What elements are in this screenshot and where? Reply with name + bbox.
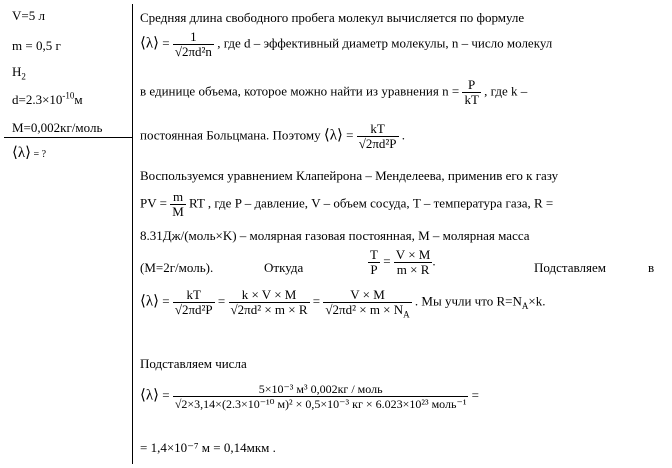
- vertical-divider: [132, 4, 133, 464]
- given-gas: $H_2$: [12, 64, 26, 82]
- result: = 1,4×10⁻⁷ м = 0,14мкм .: [140, 440, 276, 455]
- given-diameter: $d=2.3\times 10^{-10}м$: [12, 90, 83, 107]
- formula-substituted: ⟨λ⟩ = $\frac{kT}{\text{√2πd²P}}$ = $\frac{k \times V \times M}{\text{√2πd² × m × R}}$ = $\frac{V \times M}{√2\pi d^2 \times m \times N_A}$ . Мы учли что $R=N_A\times k$.: [140, 287, 546, 320]
- text-line-10: Подставляем числа: [140, 356, 247, 371]
- text-line-4: постоянная Больцмана. Поэтому ⟨λ⟩ = $\frac{kT}{\text{√2πd²P}}$ .: [140, 121, 406, 151]
- formula-numeric: ⟨λ⟩ = $\frac{\text{5×10⁻³ м³ 0,002кг / моль}}{\text{√2×3,14×(2.3×10⁻¹⁰ м)² × 0,5×10⁻³ кг × 6.023×10²³ моль⁻¹}}$ =: [140, 382, 480, 411]
- text-line-1: Средняя длина свободного пробега молекул вычисляется по формуле: [140, 10, 525, 25]
- given-volume: V=5 л: [12, 8, 45, 23]
- given-molar-mass: M=0,002кг/моль: [12, 120, 103, 135]
- text-line-2: , где d – эффективный диаметр молекулы, n – число молекул: [217, 35, 553, 51]
- given-find: ⟨λ⟩ = ?: [12, 145, 47, 161]
- given-mass: m = 0,5 г: [12, 38, 61, 53]
- given-divider: [4, 137, 133, 138]
- text-line-3: в единице объема, которое можно найти из уравнения n = $\frac{P}{kT}$ , где k –: [140, 77, 528, 107]
- text-line-6: PV = $\frac{m}{M}$ RT , где P – давление, V – объем сосуда, T – температура газа, R =: [140, 189, 554, 219]
- text-line-7: 8.31Дж/(моль×K) – молярная газовая постоянная, M – молярная масса: [140, 228, 530, 243]
- formula-mean-free-path: ⟨λ⟩ = $\frac{1}{\text{√2πd²n}}$ , где d – эффективный диаметр молекулы, n – число молекул: [140, 29, 553, 59]
- text-line-5: Воспользуемся уравнением Клапейрона – Менделеева, применив его к газу: [140, 168, 559, 183]
